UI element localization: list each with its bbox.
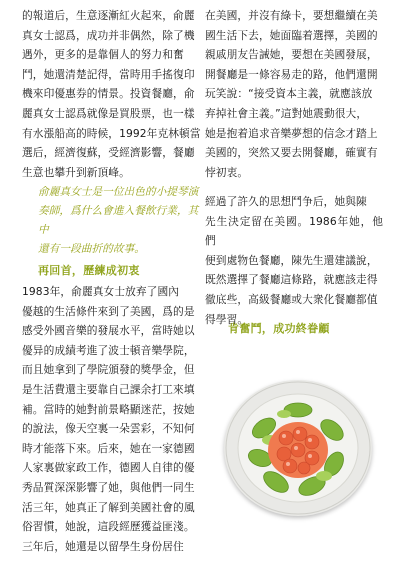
- section-heading: 肯奮鬥，成功終眷顧: [228, 322, 330, 335]
- shrimp-dish-photo: [224, 380, 372, 516]
- left-column: [22, 6, 202, 556]
- section-heading: 再回首，歷練成初衷: [38, 264, 140, 277]
- pull-quote: 俞麗真女士是一位出色的小提琴演 奏師，爲什么會進入餐飲行業，其中 還有一段曲折的故事。: [38, 185, 199, 255]
- body-paragraph: 經過了許久的思想鬥争后，她與陳 先生決定留在美國。1986年她，他們 便到處物色餐廳，陳先生還建議說， 既然選擇了餐廳這條路，就應該走得 徹底些，高級餐廳或大衆化餐廳都值 得學習。: [205, 195, 383, 326]
- body-paragraph: 1983年，俞麗真女士放弃了國內 優越的生活條件來到了美國，爲的是 感受外國音樂的發展水平，當時她以 優异的成績考進了波士頓音樂學院， 而且她拿到了學院頒發的獎學金，但 是生活費還主要靠自己課余打工來填 補。當時的她對前景略顯迷茫，按她 的說法，像天空裏一朵雲彩，不知何 時才能落下來。后來，她在一家德國 人家裏做家政工作，德國人自律的優 秀品質深深影響了她，與他們一同生 活三年，她真正了解到美國社會的風 俗習慣，她說，這段經歷獲益匪淺。 三年后，她還是以留學生身份居住: [22, 285, 195, 553]
- dish-illustration: [224, 380, 372, 516]
- body-paragraph: 的報道后，生意逐漸紅火起來，俞麗 真女士認爲，成功并非偶然，除了機 遇外，更多的是靠個人的努力和奮 鬥，她還清楚記得，當時用手搖復印 機來印優惠券的情景。投資餐廳，俞 麗真女士認爲就像是買股票，也一樣 有水漲船高的時候，1992年克林頓當 選后，經濟復蘇，受經濟影響，餐廳 生意也攀升到新頂峰。: [22, 9, 201, 179]
- right-column: [205, 6, 383, 329]
- body-paragraph: 在美國，并沒有綠卡，要想繼續在美 國生活下去，她面臨着選擇，美國的 親戚朋友告誡她，要想在美國發展， 開餐廳是一條容易走的路，他們還開 玩笑說：“接受資本主義，就應該放 弃掉社會主義。”這對她震動很大， 她是抱着追求音樂夢想的信念才踏上 美國的，突然又要去開餐廳，確實有 悖初衷。: [205, 9, 378, 179]
